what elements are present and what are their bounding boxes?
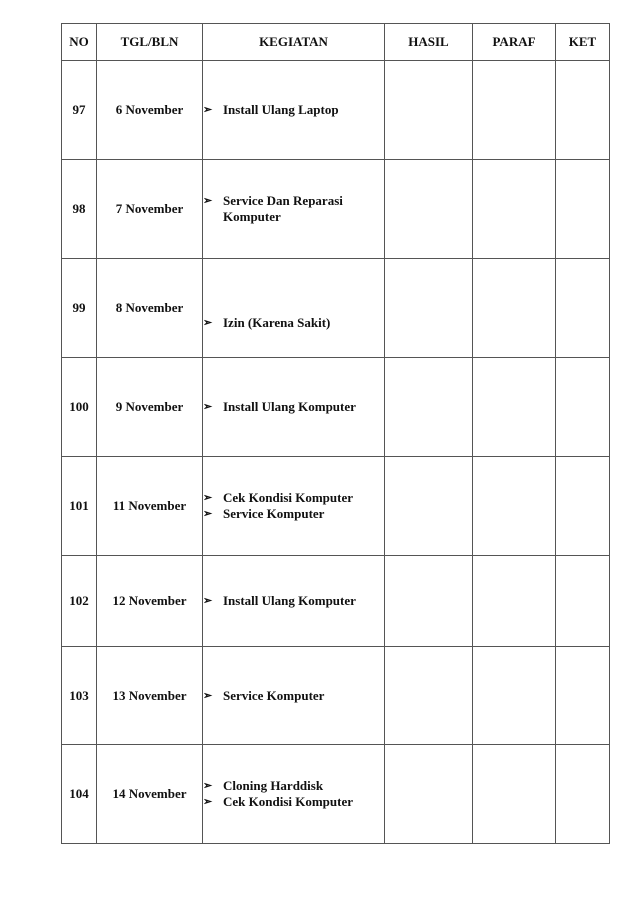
row-date: 8 November bbox=[97, 259, 203, 358]
row-date: 12 November bbox=[97, 556, 203, 647]
table-row bbox=[62, 647, 610, 745]
row-result bbox=[385, 160, 473, 259]
row-notes bbox=[556, 745, 610, 844]
row-no: 103 bbox=[62, 647, 97, 745]
row-initials bbox=[473, 259, 556, 358]
row-no: 101 bbox=[62, 457, 97, 556]
row-activities bbox=[203, 745, 385, 844]
row-activities bbox=[203, 556, 385, 647]
row-date: 14 November bbox=[97, 745, 203, 844]
activity-item: ➢ Cek Kondisi Komputer bbox=[203, 794, 354, 809]
row-initials bbox=[473, 61, 556, 160]
row-no: 100 bbox=[62, 358, 97, 457]
row-no: 98 bbox=[62, 160, 97, 259]
table-row bbox=[62, 160, 610, 259]
row-notes bbox=[556, 556, 610, 647]
row-date: 13 November bbox=[97, 647, 203, 745]
row-no: 102 bbox=[62, 556, 97, 647]
row-notes bbox=[556, 61, 610, 160]
row-activities bbox=[203, 61, 385, 160]
row-notes bbox=[556, 647, 610, 745]
header-notes: KET bbox=[556, 24, 610, 61]
row-no: 97 bbox=[62, 61, 97, 160]
row-result bbox=[385, 556, 473, 647]
row-notes bbox=[556, 358, 610, 457]
arrow-bullet-icon: ➢ bbox=[203, 492, 213, 504]
row-notes bbox=[556, 160, 610, 259]
arrow-bullet-icon: ➢ bbox=[203, 595, 213, 607]
header-date: TGL/BLN bbox=[97, 24, 203, 61]
table-row bbox=[62, 556, 610, 647]
header-row bbox=[62, 24, 610, 61]
activity-log-table bbox=[61, 23, 610, 844]
row-result bbox=[385, 61, 473, 160]
row-initials bbox=[473, 358, 556, 457]
row-initials bbox=[473, 647, 556, 745]
row-initials bbox=[473, 556, 556, 647]
header-no: NO bbox=[62, 24, 97, 61]
header-initials: PARAF bbox=[473, 24, 556, 61]
row-initials bbox=[473, 745, 556, 844]
arrow-bullet-icon: ➢ bbox=[203, 780, 213, 792]
row-notes bbox=[556, 259, 610, 358]
row-result bbox=[385, 457, 473, 556]
row-no: 104 bbox=[62, 745, 97, 844]
row-date: 11 November bbox=[97, 457, 203, 556]
row-activities bbox=[203, 647, 385, 745]
activity-item: ➢ Cek Kondisi Komputer bbox=[203, 490, 354, 505]
activity-item: ➢ Service Komputer bbox=[203, 506, 325, 521]
table-row bbox=[62, 61, 610, 160]
row-no: 99 bbox=[62, 259, 97, 358]
arrow-bullet-icon: ➢ bbox=[203, 104, 213, 116]
arrow-bullet-icon: ➢ bbox=[203, 508, 213, 520]
table-row bbox=[62, 259, 610, 358]
row-date: 7 November bbox=[97, 160, 203, 259]
table-row bbox=[62, 745, 610, 844]
arrow-bullet-icon: ➢ bbox=[203, 317, 213, 329]
arrow-bullet-icon: ➢ bbox=[203, 195, 213, 207]
activity-item: ➢ Install Ulang Komputer bbox=[203, 593, 356, 608]
row-result bbox=[385, 745, 473, 844]
row-activities bbox=[203, 358, 385, 457]
arrow-bullet-icon: ➢ bbox=[203, 689, 213, 702]
row-result bbox=[385, 647, 473, 745]
arrow-bullet-icon: ➢ bbox=[203, 796, 213, 808]
row-activities bbox=[203, 259, 385, 358]
row-initials bbox=[473, 160, 556, 259]
activity-item: ➢ Service Komputer bbox=[203, 687, 325, 703]
row-notes bbox=[556, 457, 610, 556]
activity-item: ➢ Install Ulang Komputer bbox=[203, 399, 356, 414]
arrow-bullet-icon: ➢ bbox=[203, 401, 213, 413]
activity-item: ➢ Izin (Karena Sakit) bbox=[203, 315, 331, 330]
activity-item: ➢ Install Ulang Laptop bbox=[203, 102, 339, 117]
row-activities bbox=[203, 457, 385, 556]
row-date: 6 November bbox=[97, 61, 203, 160]
row-result bbox=[385, 259, 473, 358]
table-row bbox=[62, 457, 610, 556]
row-initials bbox=[473, 457, 556, 556]
row-activities bbox=[203, 160, 385, 259]
row-result bbox=[385, 358, 473, 457]
activity-item: ➢ Service Dan Reparasi Komputer bbox=[203, 193, 343, 224]
activity-item: ➢ Cloning Harddisk bbox=[203, 778, 324, 793]
header-result: HASIL bbox=[385, 24, 473, 61]
row-date: 9 November bbox=[97, 358, 203, 457]
header-activity: KEGIATAN bbox=[203, 24, 385, 61]
table-row bbox=[62, 358, 610, 457]
